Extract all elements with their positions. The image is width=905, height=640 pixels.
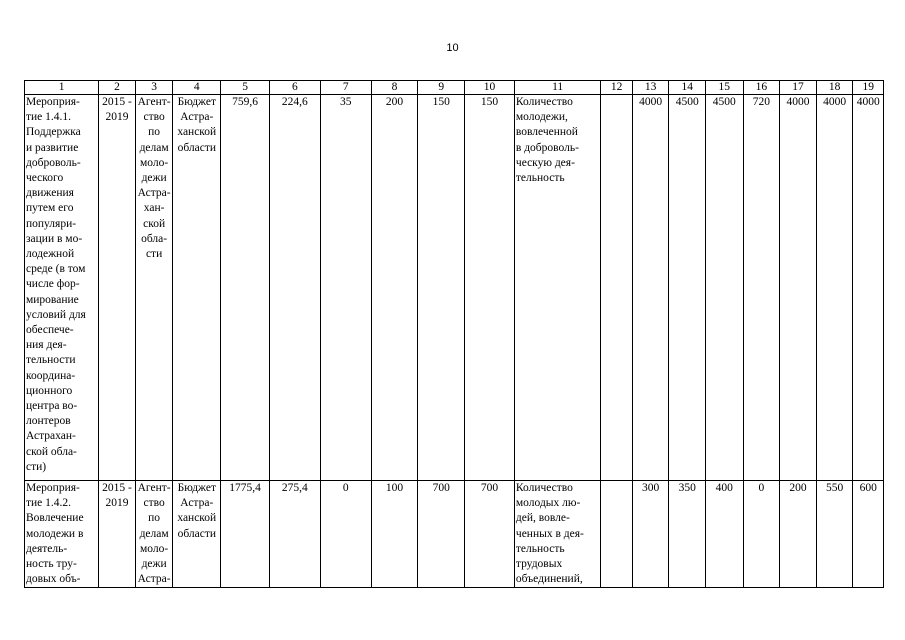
table-row xyxy=(25,95,884,481)
executor-cell: Агент- ство по делам моло- дежи Астра- хан- ской обла- сти xyxy=(135,95,173,481)
col-header: 14 xyxy=(669,81,706,95)
period-cell: 2015 - 2019 xyxy=(99,95,136,481)
indicator-cell: Количество молодежи, вовлеченной в доброволь- ческую дея- тельность xyxy=(514,95,600,481)
value-cell: 0 xyxy=(743,481,780,588)
value-cell: 1775,4 xyxy=(221,481,270,588)
value-cell: 4000 xyxy=(780,95,817,481)
value-cell: 150 xyxy=(418,95,465,481)
value-cell: 100 xyxy=(371,481,418,588)
source-cell: Бюджет Астра- ханской области xyxy=(173,481,221,588)
event-cell: Мероприя- тие 1.4.1. Поддержка и развитие доброволь- ческого движения путем его популяри- зации в мо- лодежной среде (в том числе фор- мирование условий для обеспече- ния дея- тельности координа- ционного центра во- лонтеров Астрахан- ской обла- сти) xyxy=(25,95,99,481)
table-row xyxy=(25,481,884,588)
period-cell: 2015 - 2019 xyxy=(99,481,136,588)
col-header: 6 xyxy=(269,81,320,95)
value-cell: 700 xyxy=(465,481,515,588)
col-header: 1 xyxy=(25,81,99,95)
col-header: 9 xyxy=(418,81,465,95)
value-cell: 200 xyxy=(780,481,817,588)
value-cell: 35 xyxy=(320,95,371,481)
col-header: 3 xyxy=(135,81,173,95)
program-table xyxy=(24,80,884,588)
col-header: 18 xyxy=(816,81,853,95)
header-row xyxy=(25,81,884,95)
value-cell: 4000 xyxy=(632,95,669,481)
value-cell: 200 xyxy=(371,95,418,481)
value-cell xyxy=(601,481,633,588)
source-cell: Бюджет Астра- ханской области xyxy=(173,95,221,481)
col-header: 4 xyxy=(173,81,221,95)
value-cell: 400 xyxy=(706,481,744,588)
value-cell: 0 xyxy=(320,481,371,588)
col-header: 12 xyxy=(601,81,633,95)
value-cell: 350 xyxy=(669,481,706,588)
col-header: 17 xyxy=(780,81,817,95)
value-cell: 150 xyxy=(465,95,515,481)
value-cell: 700 xyxy=(418,481,465,588)
value-cell: 275,4 xyxy=(269,481,320,588)
value-cell xyxy=(601,95,633,481)
col-header: 7 xyxy=(320,81,371,95)
indicator-cell: Количество молодых лю- дей, вовле- ченных в дея- тельность трудовых объединений, xyxy=(514,481,600,588)
value-cell: 600 xyxy=(853,481,884,588)
col-header: 2 xyxy=(99,81,136,95)
value-cell: 550 xyxy=(816,481,853,588)
value-cell: 720 xyxy=(743,95,780,481)
col-header: 13 xyxy=(632,81,669,95)
value-cell: 759,6 xyxy=(221,95,270,481)
col-header: 16 xyxy=(743,81,780,95)
col-header: 10 xyxy=(465,81,515,95)
col-header: 15 xyxy=(706,81,744,95)
col-header: 5 xyxy=(221,81,270,95)
value-cell: 224,6 xyxy=(269,95,320,481)
value-cell: 4000 xyxy=(816,95,853,481)
col-header: 19 xyxy=(853,81,884,95)
event-cell: Мероприя- тие 1.4.2. Вовлечение молодежи в деятель- ность тру- довых объ- xyxy=(25,481,99,588)
value-cell: 4000 xyxy=(853,95,884,481)
col-header: 8 xyxy=(371,81,418,95)
col-header: 11 xyxy=(514,81,600,95)
value-cell: 4500 xyxy=(669,95,706,481)
executor-cell: Агент- ство по делам моло- дежи Астра- xyxy=(135,481,173,588)
page-number: 10 xyxy=(446,42,459,54)
value-cell: 300 xyxy=(632,481,669,588)
value-cell: 4500 xyxy=(706,95,744,481)
